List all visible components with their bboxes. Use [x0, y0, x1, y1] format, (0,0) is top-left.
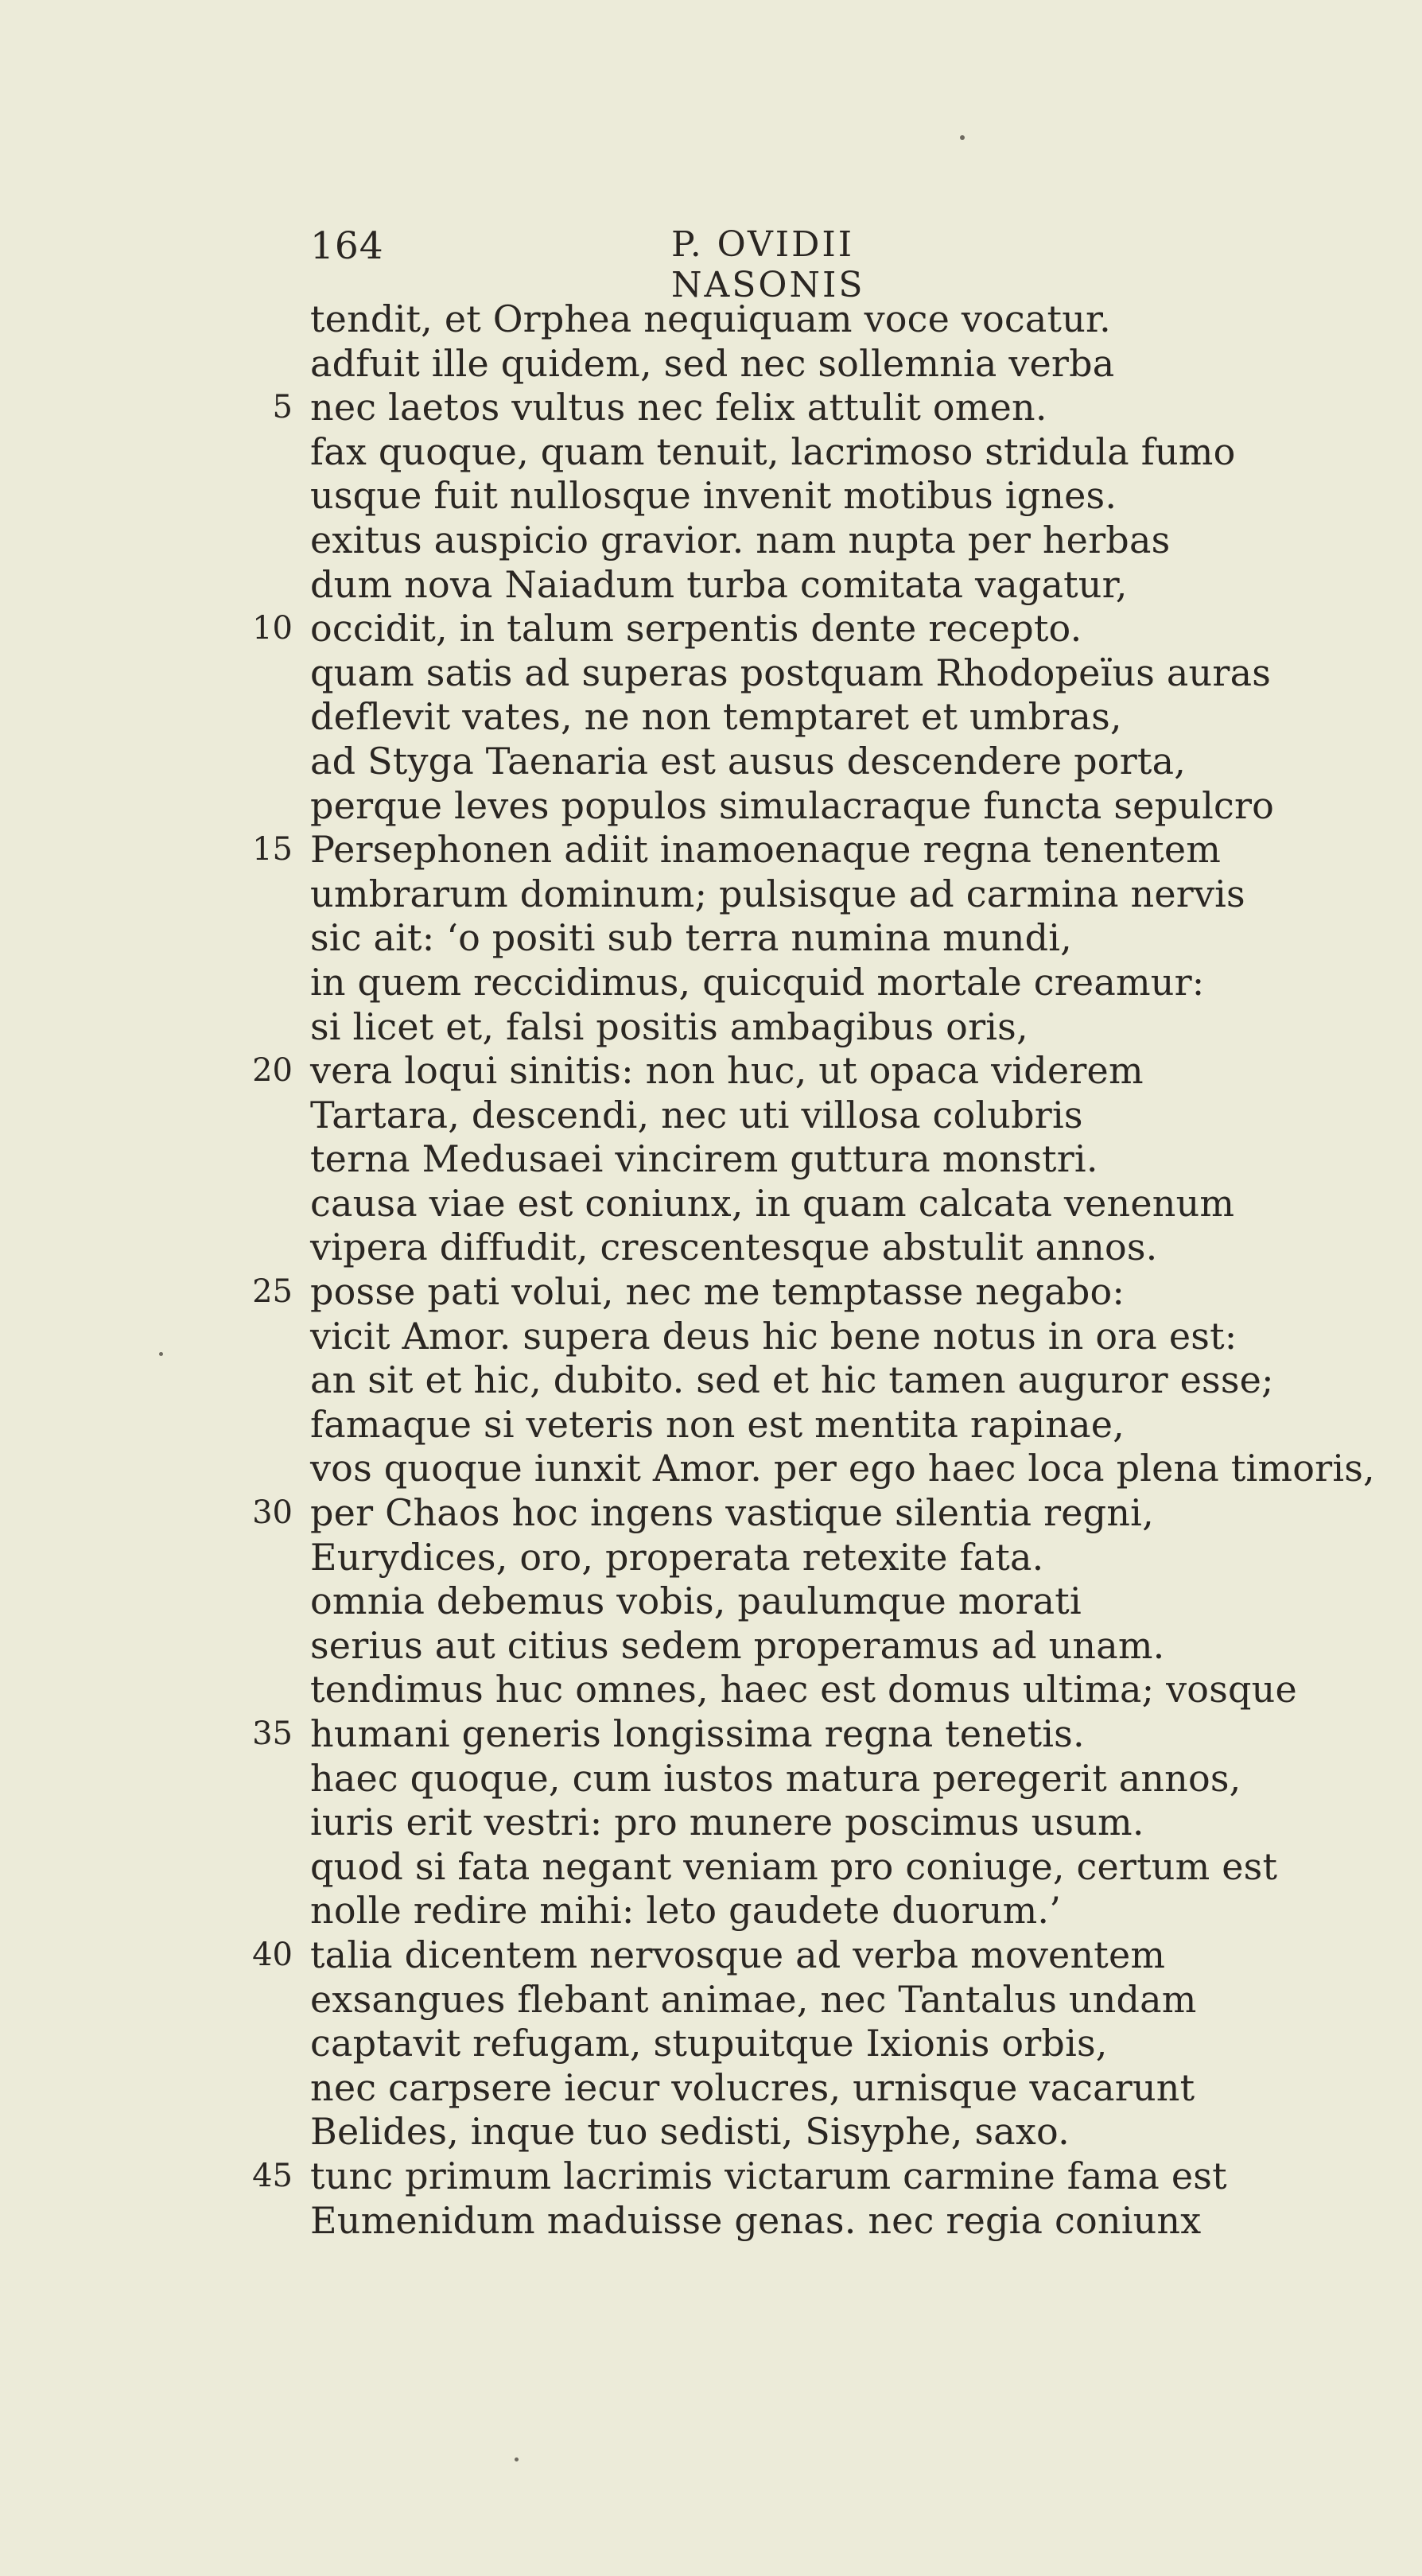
verse-line	[0, 297, 1422, 342]
verse-text: captavit refugam, stupuitque Ixionis orbis,	[310, 2022, 1108, 2065]
line-number: 25	[252, 1273, 293, 1311]
verse-text: tendimus huc omnes, haec est domus ultima; vosque	[310, 1668, 1297, 1712]
verse-text: occidit, in talum serpentis dente recepto.	[310, 607, 1082, 651]
verse-line	[0, 1536, 1422, 1580]
verse-text: an sit et hic, dubito. sed et hic tamen auguror esse;	[310, 1358, 1274, 1402]
verse-line	[0, 1358, 1422, 1403]
verse-line	[0, 2066, 1422, 2111]
verse-text: Eumenidum maduisse genas. nec regia coniunx	[310, 2198, 1202, 2242]
verse-line	[0, 1315, 1422, 1359]
verse-line	[0, 1447, 1422, 1491]
verse-line	[0, 342, 1422, 387]
verse-line	[0, 2199, 1422, 2244]
verse-text: sic ait: ‘o positi sub terra numina mundi,	[310, 916, 1073, 960]
verse-text: humani generis longissima regna tenetis.	[310, 1712, 1085, 1755]
verse-line	[0, 1137, 1422, 1182]
verse-line	[0, 1978, 1422, 2022]
verse-text: famaque si veteris non est mentita rapinae,	[310, 1402, 1125, 1446]
verse-text: Belides, inque tuo sedisti, Sisyphe, saxo.	[310, 2110, 1070, 2154]
verse-text: dum nova Naiadum turba comitata vagatur,	[310, 562, 1128, 606]
page-number: 164	[310, 224, 384, 268]
verse-text: umbrarum dominum; pulsisque ad carmina nervis	[310, 872, 1245, 915]
verse-block	[0, 297, 1422, 2243]
verse-text: deflevit vates, ne non temptaret et umbras,	[310, 695, 1122, 739]
verse-line	[0, 1403, 1422, 1447]
verse-line	[0, 1270, 1422, 1315]
line-number: 10	[252, 610, 293, 647]
verse-text: iuris erit vestri: pro munere poscimus usum.	[310, 1801, 1144, 1844]
verse-text: exsangues flebant animae, nec Tantalus undam	[310, 1977, 1197, 2021]
verse-text: nec laetos vultus nec felix attulit omen.	[310, 386, 1047, 429]
verse-line	[0, 430, 1422, 475]
verse-text: tendit, et Orphea nequiquam voce vocatur.	[310, 297, 1111, 340]
verse-line	[0, 1668, 1422, 1712]
verse-line	[0, 2154, 1422, 2199]
verse-line	[0, 1005, 1422, 1050]
running-title: P. OVIDII NASONIS	[671, 224, 865, 305]
verse-line	[0, 563, 1422, 608]
verse-text: quod si fata negant veniam pro coniuge, certum est	[310, 1844, 1278, 1888]
verse-line	[0, 784, 1422, 829]
verse-line	[0, 519, 1422, 563]
verse-line	[0, 1182, 1422, 1226]
verse-text: nec carpsere iecur volucres, urnisque vacarunt	[310, 2065, 1195, 2109]
verse-line	[0, 1845, 1422, 1890]
verse-line	[0, 1712, 1422, 1757]
verse-text: perque leves populos simulacraque functa sepulcro	[310, 783, 1275, 827]
verse-line	[0, 474, 1422, 519]
verse-text: posse pati volui, nec me temptasse negabo:	[310, 1270, 1125, 1314]
verse-line	[0, 386, 1422, 430]
verse-line	[0, 1933, 1422, 1978]
verse-text: in quem reccidimus, quicquid mortale creamur:	[310, 960, 1205, 1004]
verse-line	[0, 740, 1422, 784]
verse-text: Eurydices, oro, properata retexite fata.	[310, 1535, 1044, 1579]
verse-line	[0, 607, 1422, 651]
verse-line	[0, 1579, 1422, 1624]
verse-text: causa viae est coniunx, in quam calcata venenum	[310, 1181, 1235, 1225]
verse-line	[0, 2022, 1422, 2066]
verse-text: ad Styga Taenaria est ausus descendere porta,	[310, 739, 1187, 783]
verse-line	[0, 1049, 1422, 1094]
verse-line	[0, 2110, 1422, 2154]
line-number: 20	[252, 1052, 293, 1090]
line-number: 35	[252, 1715, 293, 1752]
verse-text: quam satis ad superas postquam Rhodopeïus auras	[310, 651, 1272, 694]
verse-text: vera loqui sinitis: non huc, ut opaca viderem	[310, 1049, 1144, 1093]
verse-line	[0, 1226, 1422, 1270]
verse-line	[0, 828, 1422, 872]
verse-line	[0, 916, 1422, 961]
verse-text: talia dicentem nervosque ad verba moventem	[310, 1933, 1166, 1976]
line-number: 40	[252, 1936, 293, 1973]
page-header	[310, 224, 1058, 305]
verse-line	[0, 872, 1422, 917]
line-number: 45	[252, 2157, 293, 2194]
verse-text: Persephonen adiit inamoenaque regna tenentem	[310, 828, 1222, 872]
paper-speck	[515, 2457, 519, 2461]
verse-text: fax quoque, quam tenuit, lacrimoso stridula fumo	[310, 429, 1236, 473]
verse-line	[0, 961, 1422, 1005]
verse-text: vicit Amor. supera deus hic bene notus in ora est:	[310, 1314, 1237, 1358]
verse-line	[0, 1801, 1422, 1845]
verse-text: nolle redire mihi: leto gaudete duorum.’	[310, 1889, 1062, 1933]
verse-text: per Chaos hoc ingens vastique silentia regni,	[310, 1491, 1154, 1535]
verse-text: tunc primum lacrimis victarum carmine fama est	[310, 2154, 1227, 2197]
verse-text: adfuit ille quidem, sed nec sollemnia verba	[310, 341, 1115, 385]
paper-speck	[960, 135, 965, 140]
verse-text: terna Medusaei vincirem guttura monstri.	[310, 1137, 1098, 1181]
verse-line	[0, 1094, 1422, 1138]
verse-text: si licet et, falsi positis ambagibus oris,	[310, 1004, 1028, 1048]
line-number: 15	[252, 831, 293, 868]
verse-line	[0, 1757, 1422, 1801]
verse-text: usque fuit nullosque invenit motibus ignes.	[310, 474, 1117, 518]
line-number: 30	[252, 1494, 293, 1532]
verse-line	[0, 1889, 1422, 1933]
verse-line	[0, 651, 1422, 696]
verse-text: omnia debemus vobis, paulumque morati	[310, 1579, 1082, 1623]
verse-line	[0, 1491, 1422, 1536]
verse-line	[0, 1624, 1422, 1669]
verse-text: vipera diffudit, crescentesque abstulit annos.	[310, 1226, 1158, 1269]
line-number: 5	[272, 389, 293, 426]
verse-text: serius aut citius sedem properamus ad unam.	[310, 1623, 1165, 1667]
verse-text: haec quoque, cum iustos matura peregerit annos,	[310, 1756, 1241, 1800]
verse-text: Tartara, descendi, nec uti villosa colubris	[310, 1093, 1083, 1136]
verse-text: vos quoque iunxit Amor. per ego haec loca plena timoris,	[310, 1447, 1375, 1490]
verse-line	[0, 695, 1422, 740]
verse-text: exitus auspicio gravior. nam nupta per herbas	[310, 518, 1171, 561]
